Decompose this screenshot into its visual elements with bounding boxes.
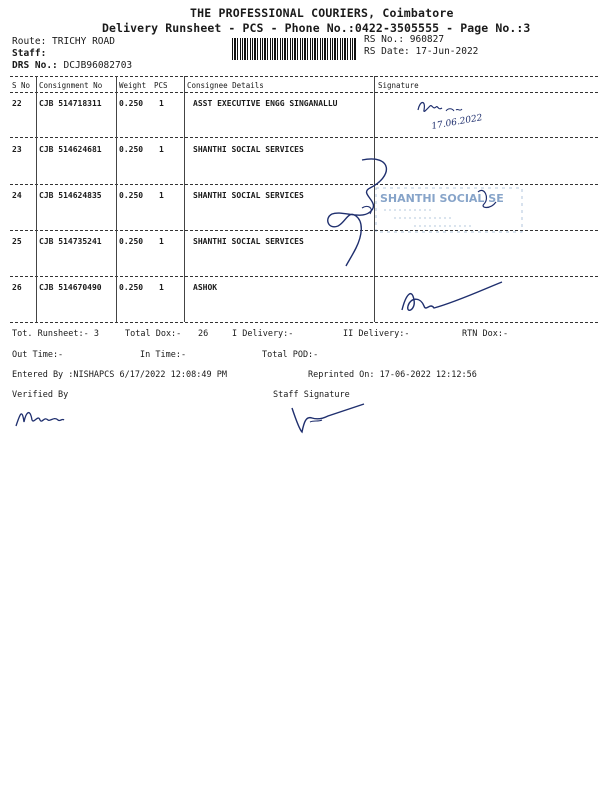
row-consignee: ASHOK (193, 283, 218, 292)
row-consignment: CJB 514718311 (39, 99, 102, 108)
total-dox-label: Total Dox:- (125, 329, 182, 339)
rs-number: RS No.: 960827 (364, 34, 445, 45)
col-header-sno: S No (12, 81, 31, 90)
table-bottom-rule (10, 322, 598, 323)
row-rule (10, 276, 598, 277)
row-consignment: CJB 514735241 (39, 237, 102, 246)
col-header-consignee: Consignee Details (187, 81, 264, 90)
col-header-pcs: PCS (154, 81, 168, 90)
row-consignment: CJB 514624681 (39, 145, 102, 154)
column-divider (116, 76, 117, 322)
row-pcs: 1 (159, 191, 164, 200)
row-pcs: 1 (159, 237, 164, 246)
row-consignment: CJB 514670490 (39, 283, 102, 292)
row-consignee: SHANTHI SOCIAL SERVICES (193, 145, 304, 154)
row-weight: 0.250 (119, 191, 144, 200)
verified-by-signature (14, 404, 84, 430)
row-pcs: 1 (159, 99, 164, 108)
staff-label: Staff: (12, 48, 47, 59)
row-weight: 0.250 (119, 145, 144, 154)
col-header-weight: Weight (119, 81, 147, 90)
row-weight: 0.250 (119, 99, 144, 108)
staff-signature-label: Staff Signature (273, 390, 350, 400)
row-pcs: 1 (159, 145, 164, 154)
header-bottom-rule (10, 92, 598, 93)
row-weight: 0.250 (119, 237, 144, 246)
total-dox-value: 26 (198, 329, 209, 339)
row-consignment: CJB 514624835 (39, 191, 102, 200)
row-pcs: 1 (159, 283, 164, 292)
row-rule (10, 184, 598, 185)
verified-by-label: Verified By (12, 390, 69, 400)
signature-row-26 (396, 280, 506, 320)
runsheet-title: Delivery Runsheet - PCS - Phone No.:0422-3505555 - Page No.:3 (102, 21, 531, 35)
total-pod: Total POD:- (262, 350, 319, 360)
row-consignee: SHANTHI SOCIAL SERVICES (193, 237, 304, 246)
row-consignee: ASST EXECUTIVE ENGG SINGANALLU (193, 99, 338, 108)
rs-date: RS Date: 17-Jun-2022 (364, 46, 479, 57)
col-header-signature: Signature (378, 81, 419, 90)
route-label: Route: TRICHY ROAD (12, 36, 115, 47)
signature-row-22 (412, 98, 502, 134)
rtn-dox: RTN Dox:- (462, 329, 509, 339)
drs-label: DRS No.: (12, 60, 58, 71)
company-stamp (374, 186, 524, 234)
i-delivery: I Delivery:- (232, 329, 294, 339)
drs-number (12, 60, 132, 71)
ii-delivery: II Delivery:- (343, 329, 410, 339)
row-sno: 23 (12, 145, 22, 154)
col-header-consignment: Consignment No (39, 81, 103, 90)
entered-by: Entered By :NISHAPCS 6/17/2022 12:08:49 PM (12, 370, 227, 380)
column-divider (36, 76, 37, 322)
company-title: THE PROFESSIONAL COURIERS, Coimbatore (190, 6, 454, 20)
stamp-text: SHANTHI SOCIAL SE (380, 192, 504, 205)
row-sno: 25 (12, 237, 22, 246)
row-rule (10, 137, 598, 138)
row-consignee: SHANTHI SOCIAL SERVICES (193, 191, 304, 200)
in-time: In Time:- (140, 350, 187, 360)
column-divider (184, 76, 185, 322)
row-sno: 26 (12, 283, 22, 292)
row-sno: 22 (12, 99, 22, 108)
total-runsheet: Tot. Runsheet:- 3 (12, 329, 99, 339)
drs-value: DCJB96082703 (63, 60, 133, 71)
out-time: Out Time:- (12, 350, 64, 360)
handwritten-date: 17.06.2022 (430, 113, 484, 132)
row-sno: 24 (12, 191, 22, 200)
staff-signature (288, 400, 368, 436)
table-top-rule (10, 76, 598, 77)
barcode (232, 38, 356, 60)
row-weight: 0.250 (119, 283, 144, 292)
reprinted-on: Reprinted On: 17-06-2022 12:12:56 (308, 370, 477, 380)
